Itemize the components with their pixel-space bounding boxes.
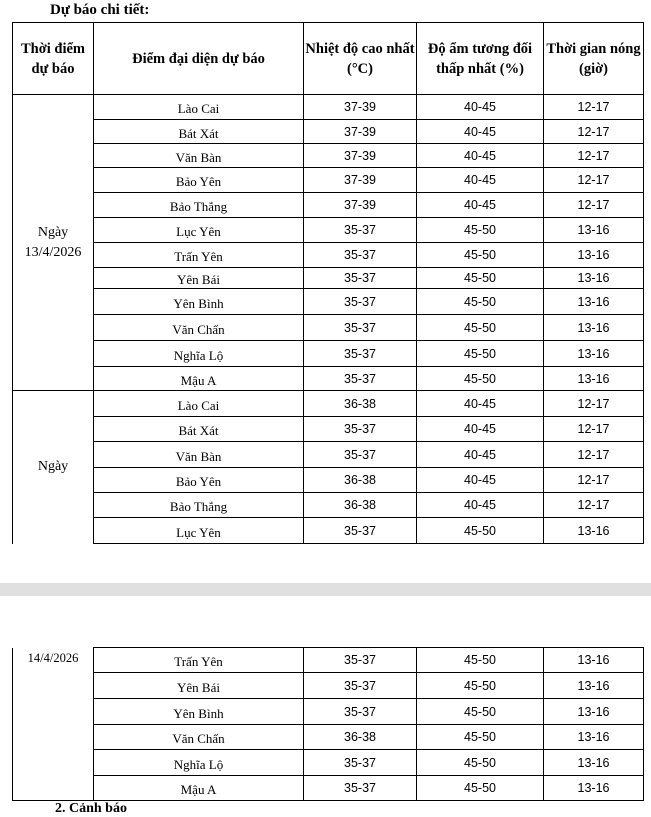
temp-cell: 37-39	[304, 193, 417, 218]
temp-cell: 36-38	[304, 391, 417, 417]
table-row	[13, 120, 644, 144]
humidity-cell: 45-50	[417, 648, 544, 673]
humidity-cell: 45-50	[417, 341, 544, 367]
day2-body-page2	[13, 648, 644, 801]
temp-cell: 35-37	[304, 518, 417, 544]
page-break-bar	[0, 583, 651, 596]
temp-cell: 36-38	[304, 493, 417, 518]
temp-cell: 35-37	[304, 268, 417, 289]
location-cell: Lào Cai	[94, 391, 304, 417]
temp-cell: 37-39	[304, 95, 417, 120]
humidity-cell: 45-50	[417, 673, 544, 699]
table-row	[13, 95, 644, 120]
day-label: Ngày 13/4/2026	[13, 95, 94, 391]
temp-cell: 35-37	[304, 367, 417, 391]
humidity-cell: 45-50	[417, 750, 544, 776]
location-cell: Yên Bái	[94, 673, 304, 699]
humidity-cell: 40-45	[417, 193, 544, 218]
humidity-cell: 45-50	[417, 367, 544, 391]
hours-cell: 12-17	[544, 168, 644, 193]
location-cell: Yên Bình	[94, 699, 304, 725]
table-row	[13, 315, 644, 341]
temp-cell: 36-38	[304, 468, 417, 493]
hours-cell: 12-17	[544, 95, 644, 120]
temp-cell: 35-37	[304, 442, 417, 468]
location-cell: Nghĩa Lộ	[94, 341, 304, 367]
humidity-cell: 40-45	[417, 391, 544, 417]
hours-cell: 12-17	[544, 391, 644, 417]
table-row	[13, 341, 644, 367]
table-row	[13, 648, 644, 673]
humidity-cell: 40-45	[417, 144, 544, 168]
temp-cell: 37-39	[304, 120, 417, 144]
hours-cell: 13-16	[544, 243, 644, 268]
location-cell: Bát Xát	[94, 120, 304, 144]
table-row	[13, 193, 644, 218]
forecast-table-page2	[12, 647, 644, 801]
humidity-cell: 40-45	[417, 417, 544, 442]
location-cell: Yên Bình	[94, 289, 304, 315]
header-temp: Nhiệt độ cao nhất (°C)	[304, 23, 417, 95]
location-cell: Bảo Thắng	[94, 493, 304, 518]
humidity-cell: 45-50	[417, 289, 544, 315]
hours-cell: 13-16	[544, 268, 644, 289]
humidity-cell: 45-50	[417, 315, 544, 341]
hours-cell: 13-16	[544, 699, 644, 725]
location-cell: Lục Yên	[94, 518, 304, 544]
table-row	[13, 518, 644, 544]
temp-cell: 36-38	[304, 725, 417, 750]
hours-cell: 12-17	[544, 442, 644, 468]
forecast-table-page1	[12, 22, 644, 544]
temp-cell: 35-37	[304, 699, 417, 725]
header-location: Điểm đại diện dự báo	[94, 23, 304, 95]
location-cell: Bát Xát	[94, 417, 304, 442]
hours-cell: 12-17	[544, 144, 644, 168]
location-cell: Văn Chấn	[94, 725, 304, 750]
table-row	[13, 493, 644, 518]
location-cell: Văn Bàn	[94, 144, 304, 168]
location-cell: Bảo Yên	[94, 168, 304, 193]
table-row	[13, 442, 644, 468]
humidity-cell: 40-45	[417, 168, 544, 193]
temp-cell: 35-37	[304, 648, 417, 673]
humidity-cell: 45-50	[417, 218, 544, 243]
table-row	[13, 268, 644, 289]
humidity-cell: 40-45	[417, 442, 544, 468]
table-row	[13, 144, 644, 168]
day-label: 14/4/2026	[13, 648, 94, 801]
humidity-cell: 45-50	[417, 518, 544, 544]
humidity-cell: 45-50	[417, 776, 544, 801]
hours-cell: 13-16	[544, 218, 644, 243]
hours-cell: 13-16	[544, 315, 644, 341]
temp-cell: 37-39	[304, 168, 417, 193]
table-row	[13, 468, 644, 493]
table-header-row	[13, 23, 644, 95]
location-cell: Mậu A	[94, 367, 304, 391]
hours-cell: 12-17	[544, 468, 644, 493]
section-heading: Dự báo chi tiết:	[50, 2, 150, 18]
location-cell: Mậu A	[94, 776, 304, 801]
table-row	[13, 776, 644, 801]
header-time: Thời điểm dự báo	[13, 23, 94, 95]
day2-body-page1	[13, 391, 644, 544]
table-row	[13, 168, 644, 193]
table-row	[13, 673, 644, 699]
hours-cell: 12-17	[544, 193, 644, 218]
hours-cell: 13-16	[544, 648, 644, 673]
humidity-cell: 40-45	[417, 120, 544, 144]
hours-cell: 13-16	[544, 289, 644, 315]
header-hours: Thời gian nóng (giờ)	[544, 23, 644, 95]
humidity-cell: 45-50	[417, 243, 544, 268]
location-cell: Lào Cai	[94, 95, 304, 120]
hours-cell: 13-16	[544, 367, 644, 391]
day1-body	[13, 95, 644, 391]
hours-cell: 12-17	[544, 120, 644, 144]
temp-cell: 35-37	[304, 673, 417, 699]
location-cell: Lục Yên	[94, 218, 304, 243]
table-row	[13, 699, 644, 725]
table-row	[13, 367, 644, 391]
next-section-heading: 2. Cảnh báo	[55, 801, 127, 816]
hours-cell: 13-16	[544, 750, 644, 776]
humidity-cell: 45-50	[417, 268, 544, 289]
location-cell: Trấn Yên	[94, 648, 304, 673]
location-cell: Nghĩa Lộ	[94, 750, 304, 776]
temp-cell: 35-37	[304, 315, 417, 341]
hours-cell: 12-17	[544, 417, 644, 442]
temp-cell: 35-37	[304, 289, 417, 315]
temp-cell: 37-39	[304, 144, 417, 168]
table-row	[13, 725, 644, 750]
location-cell: Trấn Yên	[94, 243, 304, 268]
location-cell: Văn Bàn	[94, 442, 304, 468]
humidity-cell: 40-45	[417, 493, 544, 518]
temp-cell: 35-37	[304, 750, 417, 776]
humidity-cell: 40-45	[417, 468, 544, 493]
hours-cell: 13-16	[544, 518, 644, 544]
location-cell: Văn Chấn	[94, 315, 304, 341]
hours-cell: 12-17	[544, 493, 644, 518]
temp-cell: 35-37	[304, 776, 417, 801]
temp-cell: 35-37	[304, 243, 417, 268]
hours-cell: 13-16	[544, 725, 644, 750]
day-label: Ngày	[13, 391, 94, 544]
hours-cell: 13-16	[544, 673, 644, 699]
temp-cell: 35-37	[304, 417, 417, 442]
hours-cell: 13-16	[544, 776, 644, 801]
table-row	[13, 289, 644, 315]
table-row	[13, 750, 644, 776]
location-cell: Bảo Yên	[94, 468, 304, 493]
location-cell: Bảo Thắng	[94, 193, 304, 218]
hours-cell: 13-16	[544, 341, 644, 367]
humidity-cell: 40-45	[417, 95, 544, 120]
table-row	[13, 391, 644, 417]
table-row	[13, 243, 644, 268]
humidity-cell: 45-50	[417, 699, 544, 725]
temp-cell: 35-37	[304, 341, 417, 367]
location-cell: Yên Bái	[94, 268, 304, 289]
header-humidity: Độ ẩm tương đối thấp nhất (%)	[417, 23, 544, 95]
table-row	[13, 218, 644, 243]
table-row	[13, 417, 644, 442]
humidity-cell: 45-50	[417, 725, 544, 750]
temp-cell: 35-37	[304, 218, 417, 243]
